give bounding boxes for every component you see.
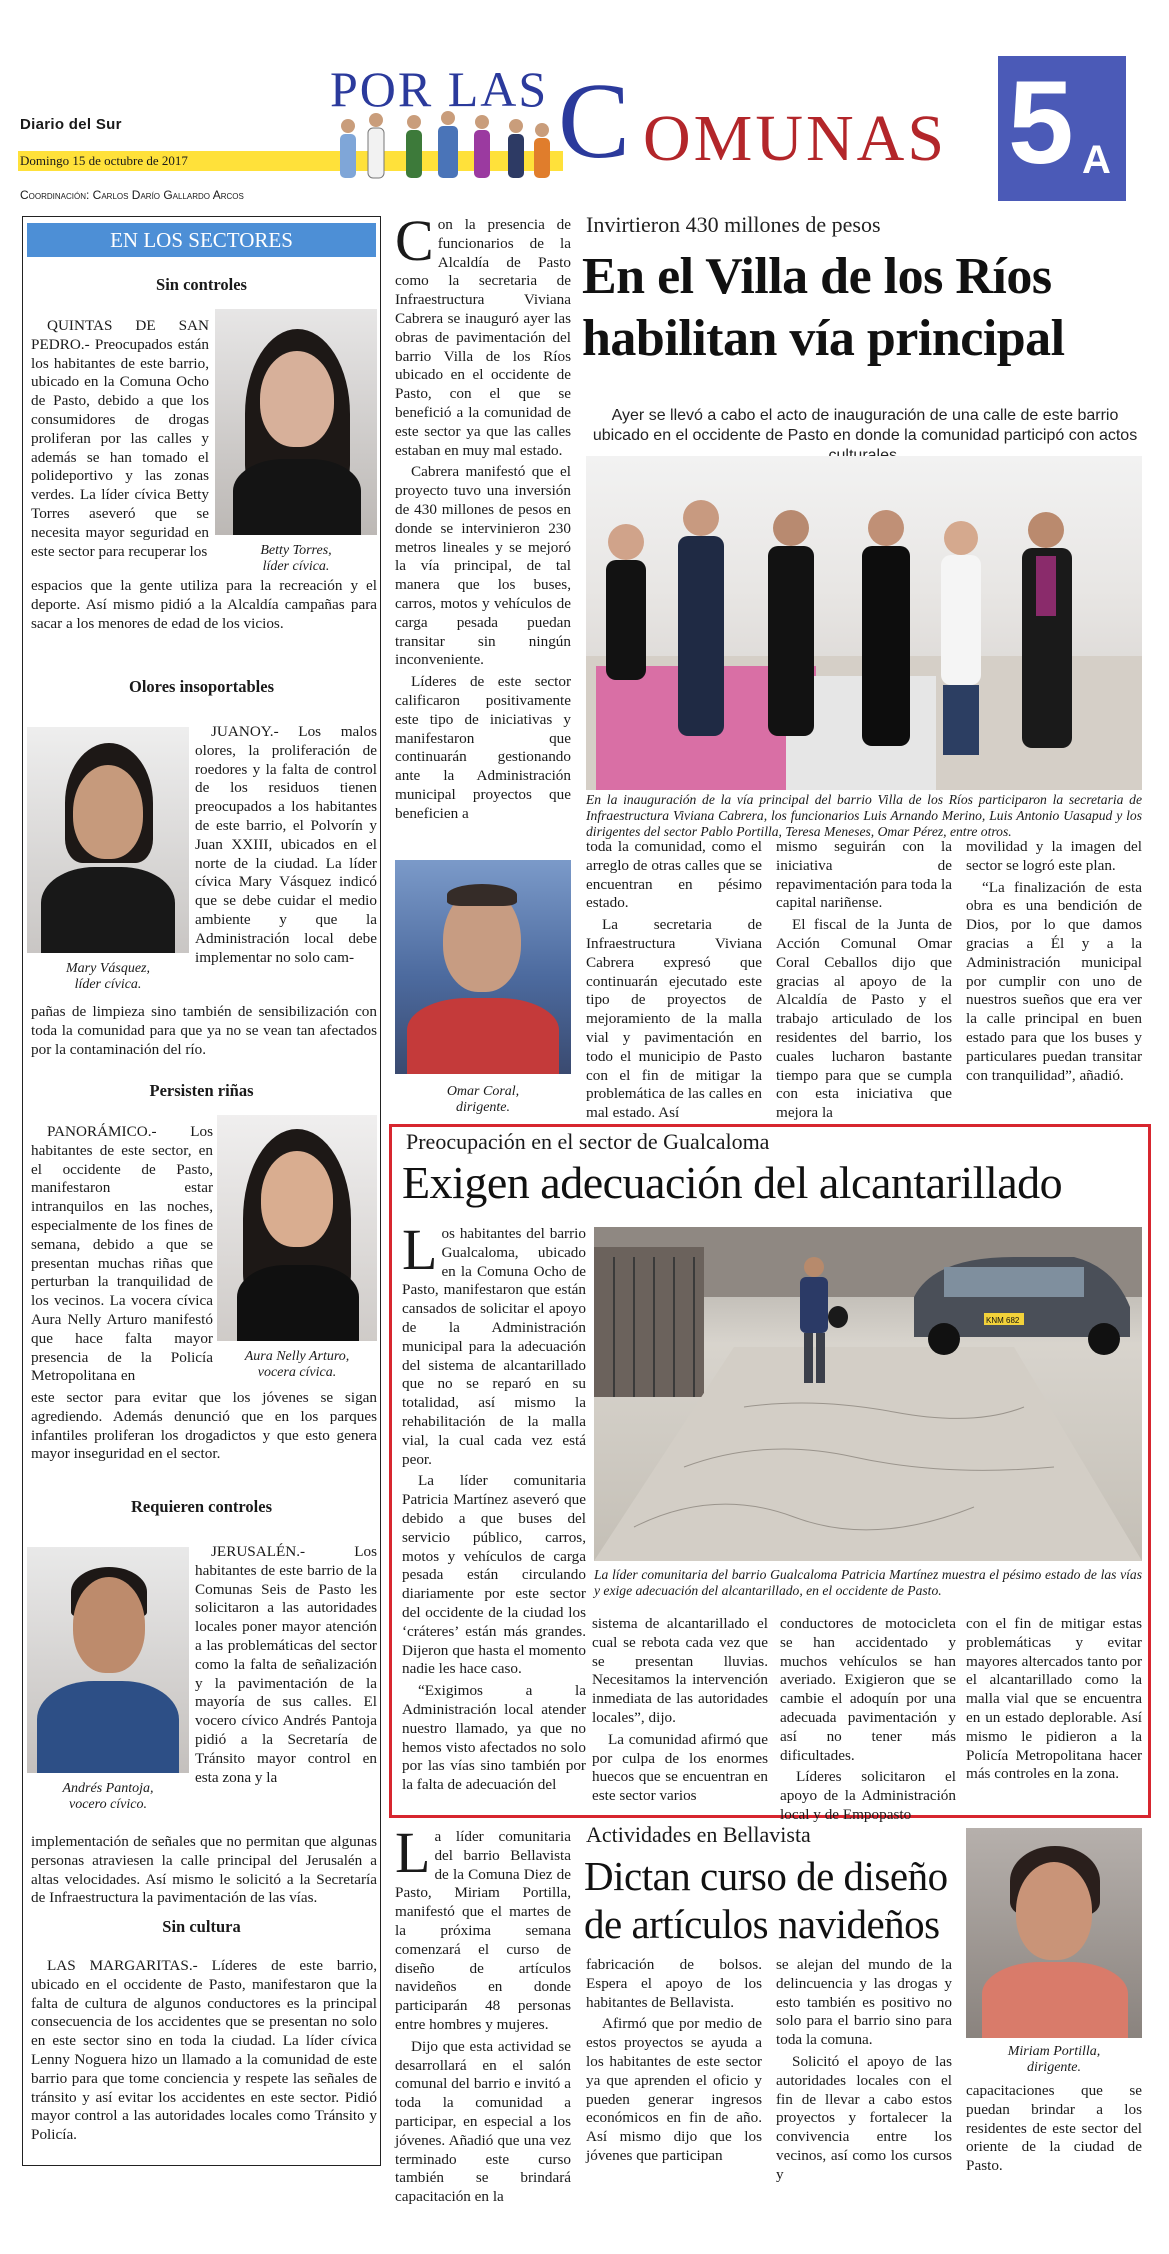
drop-cap: C: [395, 208, 434, 273]
portrait-caption: Andrés Pantoja, vocero cívico.: [62, 1781, 154, 1812]
villa-column-3: mismo seguirán con la iniciativa de repavimentación para toda la capital nariñense. El fiscal de la Junta de Acción Comunal Omar Coral Ceballos dijo que gracias al apoyo de la Alcaldía de Pasto y el trabajo articulado de los residentes del barrio, los cuales lucharon bastante tiempo para que se cumpla con esta iniciativa que mejora la: [776, 838, 952, 1122]
sidebar-body: implementación de señales que no permitan que algunas personas atraviesen la calle principal del Jerusalén a altas velocidades. Así mismo le solicitó a la Secretaría de Infraestructura la pavimentación de las vías.: [31, 1833, 377, 1907]
sidebar-body: LAS MARGARITAS.- Líderes de este barrio, ubicado en el occidente de Pasto, manifestaron que la falta de cultura de algunos conductores es la principal consecuencia de los accidentes que se presentan no solo en este sector sino en toda la ciudad. La líder cívica Lenny Noguera hizo un llamado a la comunidad de este barrio para que tome conciencia y respete las señales de tránsito y así evitar los accidentes en este sector. Pidió mayor control a las autoridades locales como Tránsito y Policía.: [31, 1957, 377, 2144]
inauguration-caption: En la inauguración de la vía principal del barrio Villa de los Ríos participaron la secretaria de Infraestructura Viviana Cabrera, los funcionarios Luis Arnando Merino, Luis Antonio Uasapud y los dirigentes del sector Pablo Portilla, Teresa Meneses, Omar Pérez, entre otros.: [586, 792, 1142, 839]
license-plate: KNM 682: [986, 1316, 1020, 1325]
villa-headline: En el Villa de los Ríos habilitan vía principal: [582, 248, 1065, 367]
gualcaloma-kicker: Preocupación en el sector de Gualcaloma: [406, 1129, 770, 1154]
sidebar-subhead: Persisten riñas: [149, 1081, 254, 1100]
sidebar-header: EN LOS SECTORES: [27, 223, 376, 257]
gualcaloma-column-4: con el fin de mitigar estas problemáticas y evitar mayores altercados tanto por el alcantarillado como la malla vial que se encuentra en un estado deplorable. Así mismo le pidieron a la Policía Metropolitana hacer más controles en la zona.: [966, 1615, 1142, 1783]
page-number-badge: [998, 56, 1126, 201]
villa-column-1: Con la presencia de funcionarios de la Alcaldía de Pasto como la secretaria de Infraestructura Viviana Cabrera se inauguró ayer las obras de pavimentación del barrio Villa de los Ríos ubicado en el occidente de Pasto, con el que se benefició a la comunidad de este sector ya que las calles estaban en muy mal estado. Cabrera manifestó que el proyecto tuvo una inversión de 430 millones de pesos en donde se intervinieron 230 metros lineales y se mejoró la vía principal, de tal manera que los buses, carros, motos y vehículos de carga pesada puedan transitar sin ningún inconveniente. Líderes de este sector calificaron positivamente este tipo de iniciativas y manifestaron que continuarán gestionando ante la Administración municipal proyectos que beneficien a: [395, 208, 571, 822]
sidebar-body: pañas de limpieza sino también de sensibilización con toda la comunidad para que ya no se vean tan afectados por la contaminación del río.: [31, 1003, 377, 1058]
community-people-illustration: [328, 108, 568, 188]
issue-date: Domingo 15 de octubre de 2017: [20, 153, 188, 168]
sidebar-box: [22, 216, 381, 2166]
sidebar-body: espacios que la gente utiliza para la recreación y el deporte. Así mismo pidió a la Alcaldía campañas para sacar a los menores de edad de los vicios.: [31, 577, 377, 632]
paper-logo: Diario del Sur: [20, 116, 122, 133]
section-title-top: POR LAS: [330, 61, 549, 117]
masthead: [18, 56, 1148, 206]
bellavista-column-3: se alejan del mundo de la delincuencia y las drogas y esto también es positivo no solo para el barrio sino para toda la comuna. Solicitó el apoyo de las autoridades locales con el fin de llevar a cabo estos proyectos y fortalecer la convivencia entre los vecinos, así como los cursos y: [776, 1956, 952, 2183]
street-damage-photo: [594, 1227, 1142, 1561]
sidebar-subhead: Sin cultura: [162, 1917, 241, 1936]
villa-kicker: Invirtieron 430 millones de pesos: [586, 212, 881, 237]
portrait-photo: [27, 727, 189, 953]
gualcaloma-column-3: conductores de motocicleta se han accidentado y muchos vehículos se han averiado. Exigieron que se cambie el adoquín por una adecuada pavimentación y así no tener más dificultades. Líderes solicitaron el apoyo de la Administración local y de Empopasto: [780, 1615, 956, 1823]
portrait-caption: Betty Torres, líder cívica.: [260, 543, 332, 574]
sidebar-body: QUINTAS DE SAN PEDRO.- Preocupados están los habitantes de este barrio, ubicado en la Comuna Ocho de Pasto, debido a que los consumidores de drogas proliferan por las calles y además se han tomado el polideportivo y las zonas verdes. La líder cívica Betty Torres aseveró que se necesita mayor seguridad en este sector para recuperar los: [31, 317, 209, 560]
portrait-photo: [215, 309, 377, 535]
page-letter: A: [1082, 138, 1111, 182]
drop-cap: L: [402, 1225, 438, 1282]
section-title-main: C: [558, 62, 631, 181]
sidebar-subhead: Olores insoportables: [129, 677, 274, 696]
omar-coral-caption: Omar Coral, dirigente.: [446, 1084, 520, 1115]
gualcaloma-column-2: sistema de alcantarillado el cual se rebota cada vez que se presentan lluvias. Necesitamos la intervención inmediata de las autoridades locales”, dijo. La comunidad afirmó que por culpa de los enormes huecos que se encuentran en este sector varios: [592, 1615, 768, 1805]
sidebar-body: este sector para evitar que los jóvenes se sigan agrediendo. Además denunció que en los parques infantiles proliferan los drogadictos y que esto genera mayor inseguridad en el sector.: [31, 1389, 377, 1463]
sidebar-subhead: Requieren controles: [131, 1497, 272, 1516]
street-damage-caption: La líder comunitaria del barrio Gualcaloma Patricia Martínez muestra el pésimo estado de las vías y exige adecuación del alcantarillado, en el occidente de Pasto.: [594, 1567, 1142, 1598]
inauguration-photo: [586, 456, 1142, 790]
bellavista-kicker: Actividades en Bellavista: [586, 1822, 811, 1847]
bellavista-column-1: La líder comunitaria del barrio Bellavista de la Comuna Diez de Pasto, Miriam Portilla, manifestó que el martes de la próxima semana comenzará el curso de diseño de artículos navideños en donde participarán 48 personas entre hombres y mujeres. Dijo que esta actividad se desarrollará en el salón comunal del barrio e invitó a toda la comunidad a participar, en especial a los jóvenes. Añadió que una vez terminado este curso también se brindará capacitación en la: [395, 1820, 571, 2206]
sidebar-body: PANORÁMICO.- Los habitantes de este sector, en el occidente de Pasto, manifestaron estar intranquilos en las noches, especialmente de los fines de semana, debido a que se presentan muchas riñas que perturban la tranquilidad de los vecinos. La vocera cívica Aura Nelly Arturo manifestó que hace falta mayor presencia de la Policía Metropolitana en: [31, 1123, 213, 1385]
portrait-caption: Mary Vásquez, líder cívica.: [66, 961, 150, 992]
drop-cap: L: [395, 1820, 431, 1885]
bellavista-headline: Dictan curso de diseño de artículos navideños: [584, 1853, 948, 1947]
gualcaloma-column-1: Los habitantes del barrio Gualcaloma, ubicado en la Comuna Ocho de Pasto, manifestaron que están cansados de solicitar el apoyo de la Administración municipal para la adecuación del sistema de alcantarillado que no se reparó en su totalidad, así mismo la rehabilitación de la malla vial, la cual cada vez está peor. La líder comunitaria Patricia Martínez aseveró que debido a que buses del servicio público, carros, motos y vehículos de carga pesada están circulando diariamente por este sector del occidente de la ciudad los ‘cráteres’ están más grandes. Dijeron que hasta el momento nadie les hace caso. “Exigimos a la Administración local atender nuestro llamado, ya que no hemos visto afectados no solo por las vías sino también por la falta de adecuación del: [402, 1225, 586, 1794]
page-number: 5: [1008, 57, 1074, 189]
portrait-caption: Aura Nelly Arturo, vocera cívica.: [244, 1349, 350, 1380]
omar-coral-photo: [395, 860, 571, 1074]
portrait-photo: [217, 1115, 377, 1341]
villa-column-4: movilidad y la imagen del sector se logró este plan. “La finalización de esta obra es una bendición de Dios, por lo que damos gracias a Él y a la Administración municipal por cumplir con uno de nuestros sueños que era ver la calle principal en buen estado para que los buses y particulares puedan transitar con tranquilidad”, añadió.: [966, 838, 1142, 1084]
villa-column-2: toda la comunidad, como el arreglo de otras calles que se encuentran en pésimo estado. La secretaria de Infraestructura Viviana Cabrera expresó que continuarán ejecutado este tipo de proyectos de mejoramiento de la malla vial y pavimentación en todo el municipio de Pasto con el fin de mitigar la problemática de las calles en mal estado. Así: [586, 838, 762, 1122]
coordination-credit: Coordinación: Carlos Darío Gallardo Arcos: [20, 188, 244, 202]
miriam-portilla-photo: [966, 1828, 1142, 2038]
bellavista-column-4: capacitaciones que se puedan brindar a los residentes de este sector del oriente de la ciudad de Pasto.: [966, 2082, 1142, 2175]
sidebar-subhead: Sin controles: [156, 275, 247, 294]
villa-deck: Ayer se llevó a cabo el acto de inauguración de una calle de este barrio ubicado en el occidente de Pasto en donde la comunidad participó con actos: [592, 407, 1138, 444]
miriam-portilla-caption: Miriam Portilla, dirigente.: [1007, 2044, 1101, 2075]
sidebar-body: JUANOY.- Los malos olores, la proliferación de roedores y la falta de control de los residuos tienen preocupados a los habitantes de este barrio, el Polvorín y Juan XXIII, ubicados en el norte de la ciudad. La líder cívica Mary Vásquez indicó que se debe cuidar el medio ambiente y que la Administración local debe implementar no solo cam-: [195, 723, 377, 966]
gualcaloma-headline: Exigen adecuación del alcantarillado: [402, 1157, 1063, 1208]
portrait-photo: [27, 1547, 189, 1773]
sidebar-body: JERUSALÉN.- Los habitantes de este barrio de la Comunas Seis de Pasto les solicitaron a las autoridades locales poner mayor atención a las problemáticas del sector como la falta de señalización y la pavimentación de la mayoría de sus calles. El vocero cívico Andrés Pantoja pidió a la Secretaría de Tránsito mayor control en esta zona y la: [195, 1543, 377, 1786]
gualcaloma-box: [389, 1124, 1151, 1823]
section-title-rest: OMUNAS: [643, 102, 948, 175]
bellavista-column-2: fabricación de bolsos. Espera el apoyo de los habitantes de Bellavista. Afirmó que por medio de estos proyectos se ayuda a los habitantes de este sector ya que aprenden el oficio y pueden generar ingresos económicos en fin de año. Así mismo dijo que los jóvenes que participan: [586, 1956, 762, 2164]
